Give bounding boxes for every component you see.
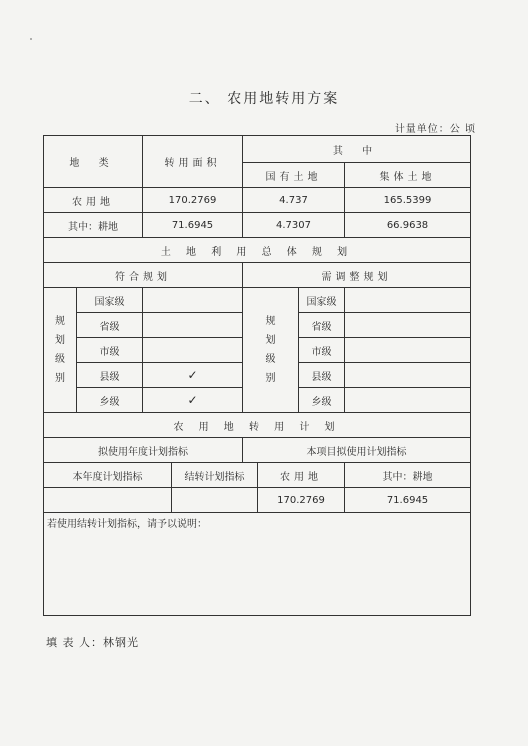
level-name: 市级 — [299, 338, 345, 363]
data-row-farmland — [44, 213, 471, 238]
used-indicator-heading: 拟使用年度计划指标 — [44, 438, 243, 463]
level-name: 国家级 — [299, 288, 345, 313]
level-name: 省级 — [77, 313, 143, 338]
row-collective: 66.9638 — [345, 213, 471, 238]
row-area: 170.2769 — [143, 188, 243, 213]
agri-land-heading: 农用地 — [258, 463, 345, 488]
level-row — [44, 288, 471, 313]
row-state: 4.7307 — [243, 213, 345, 238]
level-name: 国家级 — [77, 288, 143, 313]
row-state: 4.737 — [243, 188, 345, 213]
transfer-plan-heading: 农 用 地 转 用 计 划 — [44, 413, 471, 438]
indicator-heading-row — [44, 438, 471, 463]
annual-indicator-value — [44, 488, 172, 513]
header-transfer-area: 转用面积 — [143, 136, 243, 188]
indicator-value-row — [44, 488, 471, 513]
carryover-indicator-value — [172, 488, 258, 513]
transfer-plan-heading-row — [44, 413, 471, 438]
header-land-type: 地 类 — [44, 136, 143, 188]
data-row-agri — [44, 188, 471, 213]
overall-plan-heading-row — [44, 238, 471, 263]
level-name: 市级 — [77, 338, 143, 363]
conform-check — [143, 338, 243, 363]
note-row — [44, 513, 471, 616]
form-filler: 填 表 人：林钢光 — [46, 636, 139, 649]
adjust-check — [345, 388, 471, 413]
indicator-subheading-row — [44, 463, 471, 488]
farmland-heading: 其中：耕地 — [345, 463, 471, 488]
conform-side-label: 规划级别 — [44, 288, 77, 413]
plan-subheading-row — [44, 263, 471, 288]
project-indicator-heading: 本项目拟使用计划指标 — [243, 438, 471, 463]
farmland-value: 71.6945 — [345, 488, 471, 513]
scan-speck — [30, 38, 32, 40]
carryover-note: 若使用结转计划指标，请予以说明： — [44, 513, 471, 616]
adjust-check — [345, 338, 471, 363]
level-name: 乡级 — [299, 388, 345, 413]
transfer-plan-table — [43, 135, 471, 616]
header-row-1 — [44, 136, 471, 163]
adjust-check — [345, 363, 471, 388]
level-name: 乡级 — [77, 388, 143, 413]
annual-indicator-heading: 本年度计划指标 — [44, 463, 172, 488]
row-collective: 165.5399 — [345, 188, 471, 213]
adjust-heading: 需调整规划 — [243, 263, 471, 288]
carryover-indicator-heading: 结转计划指标 — [172, 463, 258, 488]
adjust-side-label: 规划级别 — [243, 288, 299, 413]
page-title: 二、 农用地转用方案 — [188, 91, 340, 107]
adjust-check — [345, 313, 471, 338]
conform-check: ✓ — [143, 363, 243, 388]
row-label: 其中：耕地 — [44, 213, 143, 238]
row-label: 农用地 — [44, 188, 143, 213]
row-area: 71.6945 — [143, 213, 243, 238]
conform-heading: 符合规划 — [44, 263, 243, 288]
header-of-which: 其 中 — [243, 136, 471, 163]
conform-check — [143, 288, 243, 313]
conform-check: ✓ — [143, 388, 243, 413]
overall-plan-heading: 土 地 利 用 总 体 规 划 — [44, 238, 471, 263]
adjust-check — [345, 288, 471, 313]
agri-land-value: 170.2769 — [258, 488, 345, 513]
conform-check — [143, 313, 243, 338]
level-name: 县级 — [77, 363, 143, 388]
header-collective-land: 集体土地 — [345, 163, 471, 188]
level-name: 省级 — [299, 313, 345, 338]
header-state-land: 国有土地 — [243, 163, 345, 188]
level-name: 县级 — [299, 363, 345, 388]
measurement-unit: 计量单位：公 顷 — [394, 124, 476, 135]
